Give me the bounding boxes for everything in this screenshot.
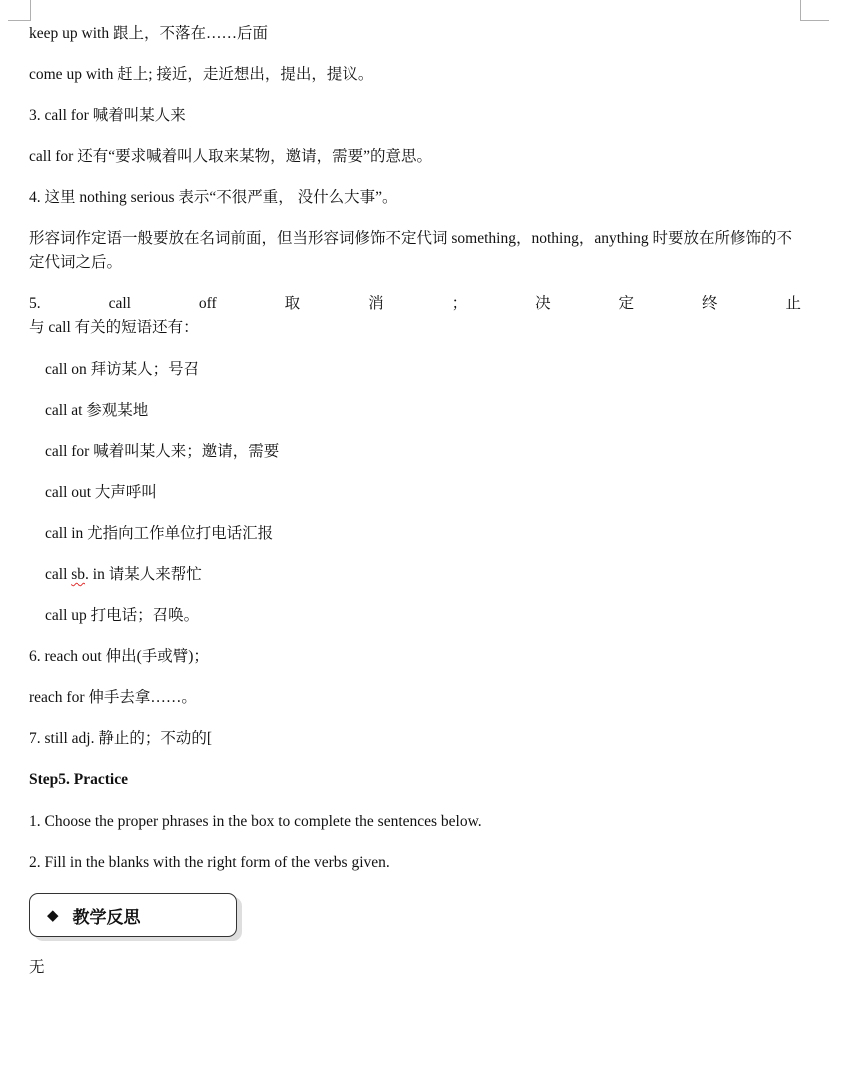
adjective-paragraph: 形容词作定语一般要放在名词前面，但当形容词修饰不定代词 something，nothing，anything 时要放在所修饰的不定代词之后。 [29, 230, 792, 271]
text-line: keep up with 跟上，不落在……后面 [29, 25, 268, 42]
call-phrase: call for 喊着叫某人来；邀请，需要 [45, 443, 280, 460]
call-phrase: call in 尤指向工作单位打电话汇报 [45, 525, 274, 542]
item-5-part: off [198, 295, 217, 312]
call-phrase: call at 参观某地 [45, 402, 149, 419]
text-line: 4. 这里 nothing serious 表示“不很严重， 没什么大事”。 [29, 189, 398, 206]
practice-item: 1. Choose the proper phrases in the box to complete the sentences below. [29, 813, 482, 830]
section-title: 教学反思 [72, 907, 141, 928]
call-phrase: call out 大声呼叫 [45, 484, 157, 501]
text-line: 7. still adj. 静止的；不动的[ [29, 730, 212, 747]
item-5-part: call [108, 295, 131, 312]
spellcheck-word: sb [71, 566, 86, 583]
text-line: 3. call for 喊着叫某人来 [29, 107, 186, 124]
item-5-part: 消 [368, 295, 384, 312]
text-line: 6. reach out 伸出(手或臂)； [29, 648, 209, 665]
item-5-part: 终 [702, 295, 718, 312]
item-5-part: 止 [785, 295, 801, 312]
item-5-part: 定 [618, 295, 635, 312]
call-phrase [45, 565, 202, 585]
practice-item: 2. Fill in the blanks with the right form of the verbs given. [29, 854, 390, 871]
crop-mark-top-left [8, 0, 31, 21]
crop-mark-top-right [800, 0, 829, 21]
call-phrase-post: . in 请某人来帮忙 [85, 566, 202, 583]
item-5-part: ； [451, 295, 468, 312]
final-text: 无 [29, 959, 45, 976]
item-5-line [29, 294, 801, 314]
text-line: come up with 赶上; 接近，走近想出，提出，提议。 [29, 66, 374, 83]
call-phrase-pre: call [45, 566, 72, 583]
call-phrase: call up 打电话；召唤。 [45, 607, 200, 624]
text-line: reach for 伸手去拿……。 [29, 689, 197, 706]
item-5-part: 5. [29, 295, 41, 312]
item-5-part: 取 [284, 295, 301, 312]
step5-title: Step5. Practice [29, 771, 128, 788]
section-heading-box [29, 893, 237, 937]
call-phrase: call on 拜访某人；号召 [45, 361, 200, 378]
item-5-part: 决 [535, 295, 551, 312]
item-5-tail: 与 call 有关的短语还有： [29, 319, 199, 336]
diamond-icon: ◆ [47, 906, 59, 924]
text-line: call for 还有“要求喊着叫人取来某物，邀请，需要”的意思。 [29, 148, 432, 165]
